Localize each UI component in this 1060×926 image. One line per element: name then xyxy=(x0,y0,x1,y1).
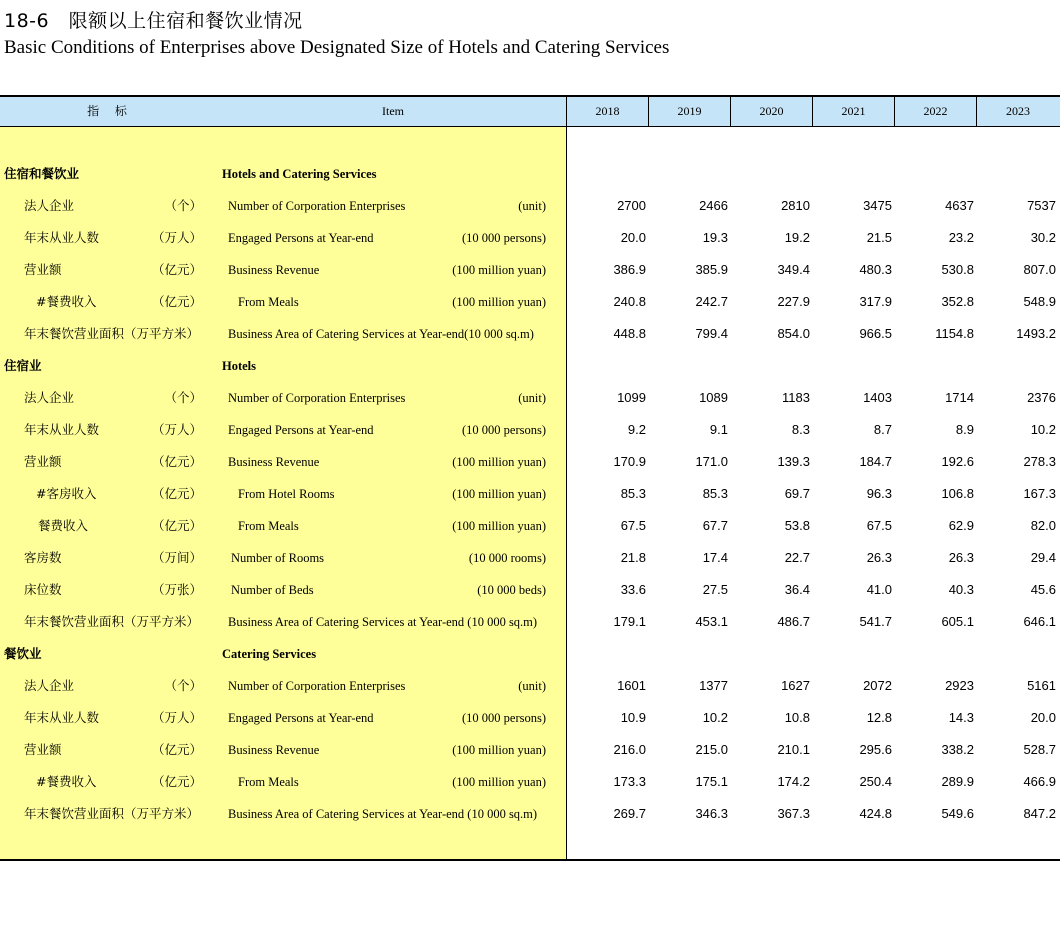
value-cell: 2072 xyxy=(863,678,892,693)
value-cell: 5161 xyxy=(1027,678,1056,693)
value-cell: 7537 xyxy=(1027,198,1056,213)
value-cell: 278.3 xyxy=(1023,454,1056,469)
value-cell: 36.4 xyxy=(784,582,810,597)
value-cell: 1089 xyxy=(699,390,728,405)
value-cell: 1403 xyxy=(863,390,892,405)
item-label-en: From Meals xyxy=(238,775,299,789)
value-cell: 1154.8 xyxy=(935,326,974,341)
table-row xyxy=(0,414,1060,446)
value-cell: 646.1 xyxy=(1023,614,1056,629)
value-cell: 85.3 xyxy=(702,486,728,501)
value-cell: 338.2 xyxy=(941,742,974,757)
value-cell: 1714 xyxy=(945,390,974,405)
value-cell: 807.0 xyxy=(1023,262,1056,277)
value-cell: 192.6 xyxy=(941,454,974,469)
value-cell: 289.9 xyxy=(941,774,974,789)
value-cell: 8.7 xyxy=(873,422,892,437)
value-cell: 317.9 xyxy=(859,294,892,309)
section-header-row xyxy=(0,158,1060,190)
value-cell: 605.1 xyxy=(941,614,974,629)
table-row xyxy=(0,382,1060,414)
value-cell: 847.2 xyxy=(1023,806,1056,821)
value-cell: 45.6 xyxy=(1030,582,1056,597)
indicator-unit-zh: （万张） xyxy=(151,582,202,597)
item-unit-en: (100 million yuan) xyxy=(452,775,546,789)
table-row xyxy=(0,478,1060,510)
indicator-unit-zh: （万人） xyxy=(151,422,202,437)
item-label-en: From Meals xyxy=(238,295,299,309)
header-year-2023: 2023 xyxy=(1006,104,1030,118)
header-item: Item xyxy=(382,104,404,118)
value-cell: 486.7 xyxy=(777,614,810,629)
table-row xyxy=(0,318,1060,350)
table-row xyxy=(0,222,1060,254)
value-cell: 139.3 xyxy=(777,454,810,469)
value-cell: 173.3 xyxy=(613,774,646,789)
value-cell: 106.8 xyxy=(941,486,974,501)
value-cell: 19.3 xyxy=(702,230,728,245)
value-cell: 14.3 xyxy=(948,710,974,725)
value-cell: 170.9 xyxy=(613,454,646,469)
value-cell: 10.9 xyxy=(620,710,646,725)
section-label-en: Hotels and Catering Services xyxy=(222,167,377,181)
item-unit-en: (100 million yuan) xyxy=(452,519,546,533)
value-cell: 210.1 xyxy=(777,742,810,757)
item-unit-en: (10 000 beds) xyxy=(477,583,546,597)
item-unit-en: (unit) xyxy=(518,391,546,405)
indicator-label-zh: 法人企业 xyxy=(24,678,75,693)
item-label-en: Number of Corporation Enterprises xyxy=(228,199,406,213)
value-cell: 424.8 xyxy=(859,806,892,821)
table-row xyxy=(0,606,1060,638)
statistics-table xyxy=(0,95,1060,861)
table-title-chinese: 18-6 限额以上住宿和餐饮业情况 xyxy=(4,10,303,32)
value-cell: 10.8 xyxy=(784,710,810,725)
value-cell: 466.9 xyxy=(1023,774,1056,789)
indicator-unit-zh: （亿元） xyxy=(151,294,202,309)
item-unit-en: (10 000 persons) xyxy=(461,231,546,245)
header-year-2020: 2020 xyxy=(759,104,784,118)
value-cell: 41.0 xyxy=(866,582,892,597)
value-cell: 9.2 xyxy=(627,422,646,437)
indicator-label-zh: 年末餐饮营业面积（万平方米） xyxy=(24,326,200,341)
item-unit-en: (10 000 rooms) xyxy=(468,551,546,565)
value-cell: 1183 xyxy=(782,390,810,405)
value-cell: 269.7 xyxy=(613,806,646,821)
indicator-unit-zh: （万人） xyxy=(151,710,202,725)
value-cell: 17.4 xyxy=(702,550,728,565)
value-cell: 966.5 xyxy=(859,326,892,341)
indicator-label-zh: 营业额 xyxy=(24,262,62,277)
item-unit-en: (100 million yuan) xyxy=(452,743,546,757)
table-row xyxy=(0,702,1060,734)
indicator-label-zh: 年末餐饮营业面积（万平方米） xyxy=(24,806,200,821)
value-cell: 2923 xyxy=(945,678,974,693)
value-cell: 10.2 xyxy=(702,710,728,725)
value-cell: 352.8 xyxy=(941,294,974,309)
value-cell: 2810 xyxy=(781,198,810,213)
item-unit-en: (unit) xyxy=(518,679,546,693)
value-cell: 96.3 xyxy=(866,486,892,501)
indicator-label-zh: 营业额 xyxy=(24,742,62,757)
value-cell: 174.2 xyxy=(777,774,810,789)
value-cell: 26.3 xyxy=(866,550,892,565)
value-cell: 67.7 xyxy=(702,518,728,533)
value-cell: 215.0 xyxy=(695,742,728,757)
item-label-en: Business Area of Catering Services at Year-end(10 000 sq.m) xyxy=(228,327,534,341)
table-row xyxy=(0,446,1060,478)
value-cell: 528.7 xyxy=(1023,742,1056,757)
table-row xyxy=(0,190,1060,222)
value-cell: 9.1 xyxy=(709,422,728,437)
indicator-unit-zh: （万人） xyxy=(151,230,202,245)
section-label-en: Hotels xyxy=(222,359,257,373)
value-cell: 799.4 xyxy=(695,326,728,341)
value-cell: 549.6 xyxy=(941,806,974,821)
indicator-label-zh: 法人企业 xyxy=(24,390,75,405)
value-cell: 27.5 xyxy=(702,582,728,597)
value-cell: 53.8 xyxy=(784,518,810,533)
indicator-label-zh: #客房收入 xyxy=(36,486,97,501)
section-label-zh: 住宿和餐饮业 xyxy=(4,166,80,181)
value-cell: 216.0 xyxy=(613,742,646,757)
item-label-en: From Hotel Rooms xyxy=(238,487,335,501)
value-cell: 20.0 xyxy=(1030,710,1056,725)
indicator-unit-zh: （亿元） xyxy=(151,742,202,757)
value-cell: 22.7 xyxy=(784,550,810,565)
value-cell: 1627 xyxy=(781,678,810,693)
table-row xyxy=(0,798,1060,830)
header-year-2018: 2018 xyxy=(595,104,620,118)
indicator-label-zh: #餐费收入 xyxy=(36,294,97,309)
value-cell: 227.9 xyxy=(777,294,810,309)
indicator-unit-zh: （亿元） xyxy=(151,454,202,469)
value-cell: 82.0 xyxy=(1030,518,1056,533)
indicator-label-zh: 床位数 xyxy=(24,582,62,597)
item-label-en: Number of Corporation Enterprises xyxy=(228,679,406,693)
indicator-unit-zh: （亿元） xyxy=(151,262,202,277)
value-cell: 346.3 xyxy=(695,806,728,821)
value-cell: 240.8 xyxy=(613,294,646,309)
indicator-label-zh: 年末从业人数 xyxy=(24,422,100,437)
value-cell: 854.0 xyxy=(777,326,810,341)
indicator-unit-zh: （个） xyxy=(164,678,202,693)
item-unit-en: (unit) xyxy=(518,199,546,213)
value-cell: 20.0 xyxy=(620,230,646,245)
item-unit-en: (100 million yuan) xyxy=(452,263,546,277)
header-indicator: 指 标 xyxy=(87,104,133,118)
table-row xyxy=(0,542,1060,574)
value-cell: 1493.2 xyxy=(1016,326,1056,341)
indicator-label-zh: 餐费收入 xyxy=(38,518,89,533)
value-cell: 67.5 xyxy=(866,518,892,533)
value-cell: 167.3 xyxy=(1023,486,1056,501)
table-row xyxy=(0,510,1060,542)
value-cell: 30.2 xyxy=(1030,230,1056,245)
table-row xyxy=(0,766,1060,798)
value-cell: 453.1 xyxy=(695,614,728,629)
indicator-unit-zh: （个） xyxy=(164,390,202,405)
value-cell: 242.7 xyxy=(695,294,728,309)
indicator-unit-zh: （万间） xyxy=(151,550,202,565)
item-label-en: Business Revenue xyxy=(228,263,320,277)
table-row xyxy=(0,734,1060,766)
value-cell: 10.2 xyxy=(1030,422,1056,437)
item-label-en: Number of Rooms xyxy=(231,551,325,565)
indicator-unit-zh: （亿元） xyxy=(151,774,202,789)
value-cell: 385.9 xyxy=(695,262,728,277)
item-label-en: Business Area of Catering Services at Year-end (10 000 sq.m) xyxy=(228,615,538,629)
item-label-en: Business Revenue xyxy=(228,743,320,757)
item-label-en: Number of Beds xyxy=(231,583,314,597)
value-cell: 367.3 xyxy=(777,806,810,821)
value-cell: 250.4 xyxy=(859,774,892,789)
indicator-label-zh: 年末餐饮营业面积（万平方米） xyxy=(24,614,200,629)
value-cell: 29.4 xyxy=(1030,550,1056,565)
item-label-en: Business Revenue xyxy=(228,455,320,469)
table-row xyxy=(0,254,1060,286)
value-cell: 85.3 xyxy=(620,486,646,501)
value-cell: 530.8 xyxy=(941,262,974,277)
section-label-zh: 住宿业 xyxy=(4,358,42,373)
header-year-2022: 2022 xyxy=(923,104,948,118)
value-cell: 8.9 xyxy=(955,422,974,437)
indicator-label-zh: 年末从业人数 xyxy=(24,230,100,245)
value-cell: 33.6 xyxy=(620,582,646,597)
value-cell: 21.8 xyxy=(620,550,646,565)
indicator-label-zh: 客房数 xyxy=(24,550,62,565)
value-cell: 386.9 xyxy=(613,262,646,277)
value-cell: 40.3 xyxy=(948,582,974,597)
value-cell: 1377 xyxy=(699,678,728,693)
table-title-english: Basic Conditions of Enterprises above Designated Size of Hotels and Catering Services xyxy=(4,37,670,58)
value-cell: 175.1 xyxy=(695,774,728,789)
indicator-label-zh: 营业额 xyxy=(24,454,62,469)
value-cell: 171.0 xyxy=(695,454,728,469)
value-cell: 295.6 xyxy=(859,742,892,757)
value-cell: 67.5 xyxy=(620,518,646,533)
item-label-en: Engaged Persons at Year-end xyxy=(228,423,374,437)
value-cell: 548.9 xyxy=(1023,294,1056,309)
table-bottom-rule xyxy=(0,859,1060,861)
value-cell: 448.8 xyxy=(613,326,646,341)
indicator-unit-zh: （个） xyxy=(164,198,202,213)
value-cell: 3475 xyxy=(863,198,892,213)
value-cell: 1601 xyxy=(617,678,646,693)
item-unit-en: (10 000 persons) xyxy=(461,711,546,725)
value-cell: 349.4 xyxy=(777,262,810,277)
value-cell: 69.7 xyxy=(784,486,810,501)
indicator-label-zh: #餐费收入 xyxy=(36,774,97,789)
value-cell: 21.5 xyxy=(866,230,892,245)
table-row xyxy=(0,670,1060,702)
item-label-en: From Meals xyxy=(238,519,299,533)
item-label-en: Engaged Persons at Year-end xyxy=(228,711,374,725)
section-label-zh: 餐饮业 xyxy=(4,646,42,661)
value-cell: 26.3 xyxy=(948,550,974,565)
item-unit-en: (100 million yuan) xyxy=(452,487,546,501)
value-cell: 179.1 xyxy=(613,614,646,629)
value-cell: 541.7 xyxy=(859,614,892,629)
indicator-label-zh: 法人企业 xyxy=(24,198,75,213)
indicator-unit-zh: （亿元） xyxy=(151,518,202,533)
item-label-en: Engaged Persons at Year-end xyxy=(228,231,374,245)
item-unit-en: (100 million yuan) xyxy=(452,455,546,469)
indicator-unit-zh: （亿元） xyxy=(151,486,202,501)
value-cell: 2376 xyxy=(1027,390,1056,405)
item-label-en: Business Area of Catering Services at Year-end (10 000 sq.m) xyxy=(228,807,538,821)
item-label-en: Number of Corporation Enterprises xyxy=(228,391,406,405)
value-cell: 12.8 xyxy=(866,710,892,725)
header-year-2019: 2019 xyxy=(677,104,702,118)
value-cell: 19.2 xyxy=(784,230,810,245)
section-label-en: Catering Services xyxy=(222,647,317,661)
value-cell: 62.9 xyxy=(948,518,974,533)
value-cell: 2700 xyxy=(617,198,646,213)
value-cell: 23.2 xyxy=(948,230,974,245)
header-year-2021: 2021 xyxy=(841,104,866,118)
value-cell: 8.3 xyxy=(791,422,810,437)
item-unit-en: (10 000 persons) xyxy=(461,423,546,437)
value-cell: 2466 xyxy=(699,198,728,213)
value-cell: 480.3 xyxy=(859,262,892,277)
value-cell: 184.7 xyxy=(859,454,892,469)
value-cell: 4637 xyxy=(945,198,974,213)
table-row xyxy=(0,286,1060,318)
indicator-label-zh: 年末从业人数 xyxy=(24,710,100,725)
section-header-row xyxy=(0,350,1060,382)
table-header-row xyxy=(0,97,1060,127)
section-header-row xyxy=(0,638,1060,670)
table-row xyxy=(0,574,1060,606)
value-cell: 1099 xyxy=(617,390,646,405)
item-unit-en: (100 million yuan) xyxy=(452,295,546,309)
